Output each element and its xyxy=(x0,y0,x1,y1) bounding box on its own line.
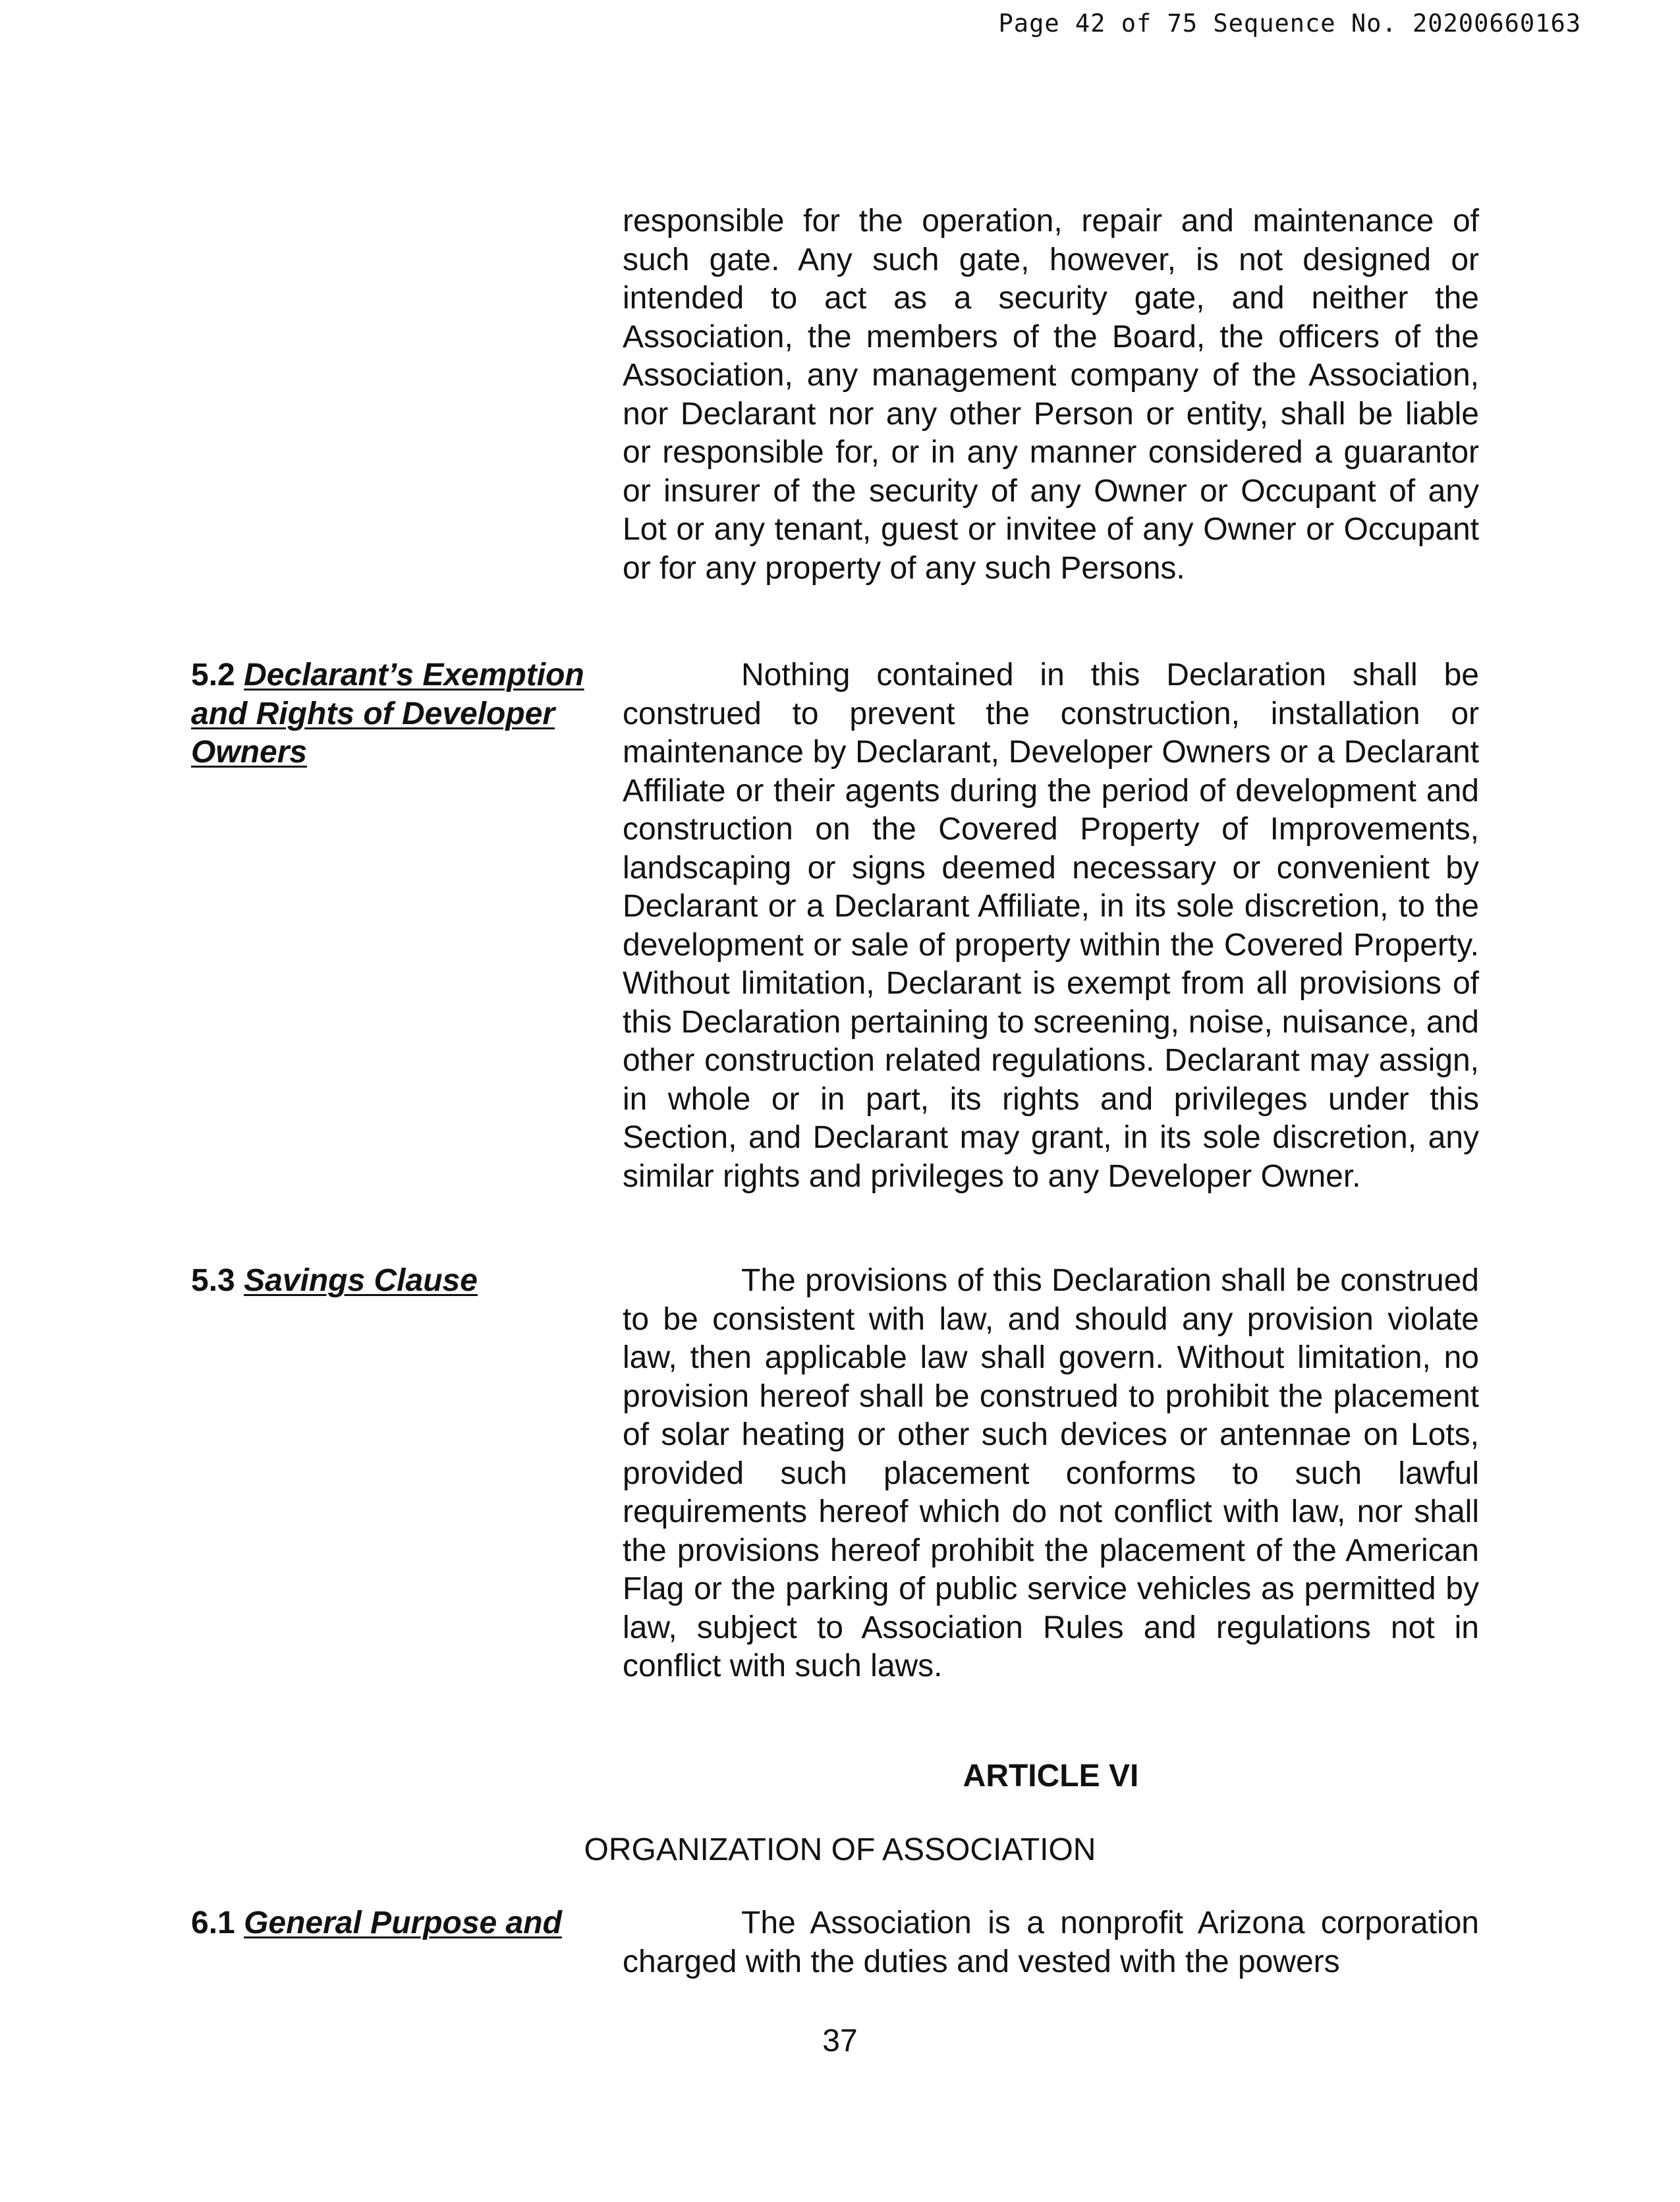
section-5-2-title: Declarant’s Exemption and Rights of Developer Owners xyxy=(191,658,584,770)
sequence-header: Page 42 of 75 Sequence No. 20200660163 xyxy=(998,9,1581,38)
section-5-2-number: 5.2 xyxy=(191,658,235,692)
section-6-1-number: 6.1 xyxy=(191,1906,235,1940)
article-subtitle: ORGANIZATION OF ASSOCIATION xyxy=(584,1832,1096,1867)
section-5-3-heading xyxy=(191,1262,606,1301)
section-5-3-title: Savings Clause xyxy=(244,1263,478,1298)
gate-continuation-paragraph: responsible for the operation, repair and maintenance of such gate. Any such gate, however, is not designed or intended to act as a security gate, and neither the Association, the members of the Board, the officers of the Association, any management company of the Association, nor Declarant nor any other Person or entity, shall be liable or responsible for, or in any manner considered a guarantor or insurer of the security of any Owner or Occupant of any Lot or any tenant, guest or invitee of any Owner or Occupant or for any property of any such Persons. xyxy=(623,204,1479,586)
section-6-1-heading xyxy=(191,1904,606,1943)
section-5-3-number: 5.3 xyxy=(191,1263,235,1298)
section-6-1-title: General Purpose and xyxy=(244,1906,562,1940)
section-5-2-heading xyxy=(191,656,606,772)
article-title: ARTICLE VI xyxy=(963,1759,1139,1793)
declarant-exemption-paragraph: Nothing contained in this Declaration shall be construed to prevent the construction, installation or maintenance by Declarant, Developer Owners or a Declarant Affiliate or their agents during the period of development and construction on the Covered Property of Improvements, landscaping or signs deemed necessary or convenient by Declarant or a Declarant Affiliate, in its sole discretion, to the development or sale of property within the Covered Property. Without limitation, Declarant is exempt from all provisions of this Declaration pertaining to screening, noise, nuisance, and other construction related regulations. Declarant may assign, in whole or in part, its rights and privileges under this Section, and Declarant may grant, in its sole discretion, any similar rights and privileges to any Developer Owner. xyxy=(623,658,1479,1194)
savings-clause-paragraph: The provisions of this Declaration shall be construed to be consistent with law, and should any provision violate law, then applicable law shall govern. Without limitation, no provision hereof shall be construed to prohibit the placement of solar heating or other such devices or antennae on Lots, provided such placement conforms to such lawful requirements hereof which do not conflict with law, nor shall the provisions hereof prohibit the placement of the American Flag or the parking of public service vehicles as permitted by law, subject to Association Rules and regulations not in conflict with such laws. xyxy=(623,1263,1479,1683)
page-number: 37 xyxy=(822,2023,858,2058)
general-purpose-paragraph: The Association is a nonprofit Arizona corporation charged with the duties and vested with the powers xyxy=(623,1906,1479,1979)
